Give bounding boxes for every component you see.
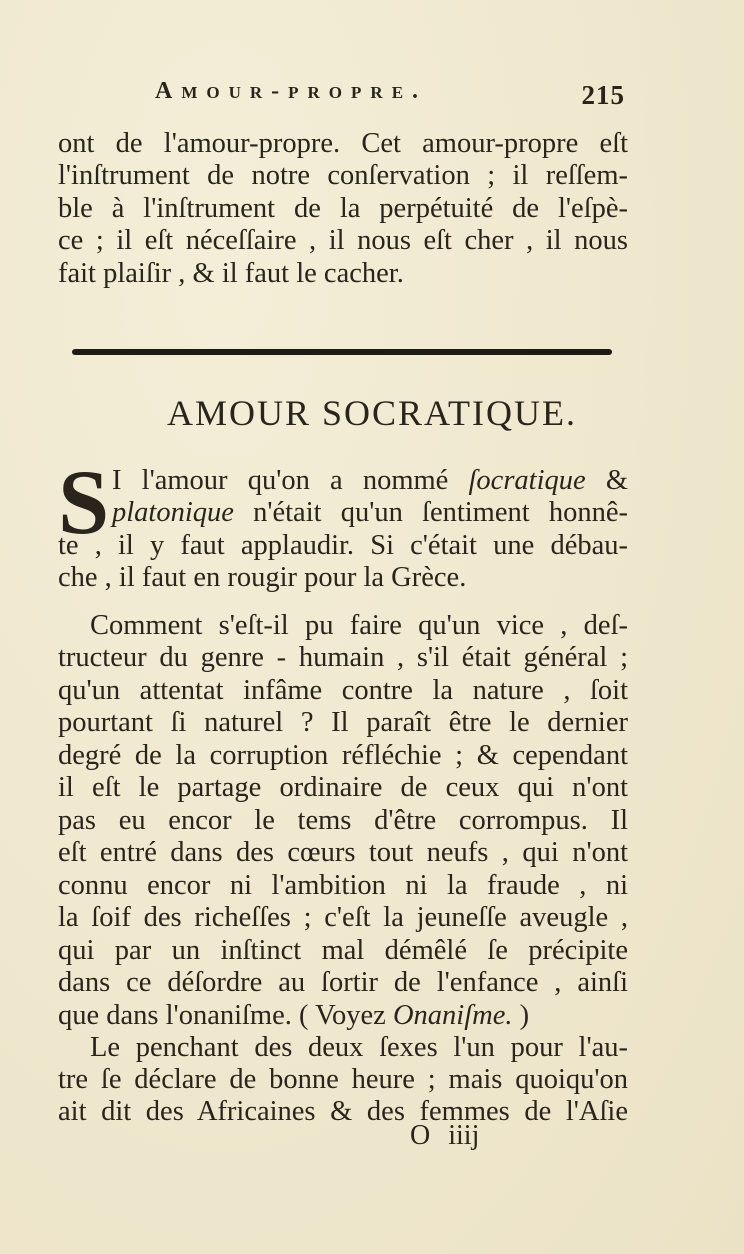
text-run: I l'amour qu'on a nommé <box>112 465 469 496</box>
text-line: eſt entré dans des cœurs tout neufs , qui n'ont <box>58 837 628 868</box>
page-number: 215 <box>581 80 625 110</box>
text-line: te , il y faut applaudir. Si c'était une débau- <box>58 530 628 561</box>
text-run: n'était qu'un ſentiment honnê- <box>233 497 628 528</box>
text-line: pourtant ſi naturel ? Il paraît être le dernier <box>58 707 628 738</box>
text-line: ont de l'amour-propre. Cet amour-propre eſt <box>58 128 628 159</box>
text-line: degré de la corruption réfléchie ; & cependant <box>58 740 628 771</box>
text-line <box>112 465 628 498</box>
signature-number: iiij <box>448 1120 480 1151</box>
text-line: ce ; il eſt néceſſaire , il nous eſt cher , il nous <box>58 225 628 256</box>
text-line: tre ſe déclare de bonne heure ; mais quoiqu'on <box>58 1064 628 1095</box>
text-line: pas eu encor le tems d'être corrompus. Il <box>58 805 628 836</box>
text-line: tructeur du genre - humain , s'il était général ; <box>58 642 628 673</box>
text-line: ble à l'inſtrument de la perpétuité de l'eſpè- <box>58 193 628 224</box>
text-line: dans ce déſordre au ſortir de l'enfance , ainſi <box>58 967 628 998</box>
text-run: ) <box>512 1000 530 1031</box>
running-title: Amour-propre. <box>155 78 428 104</box>
signature-mark <box>410 1120 497 1152</box>
text-line: connu encor ni l'ambition ni la fraude , ni <box>58 870 628 901</box>
text-run: que dans l'onaniſme. ( Voyez <box>58 1000 393 1031</box>
text-line: Comment s'eſt-il pu faire qu'un vice , deſ- <box>90 610 628 641</box>
text-line <box>112 497 628 530</box>
signature-letter: O <box>410 1120 431 1151</box>
text-line: il eſt le partage ordinaire de ceux qui n'ont <box>58 772 628 803</box>
text-line: l'inſtrument de notre conſervation ; il reſſem- <box>58 160 628 191</box>
text-line: qu'un attentat infâme contre la nature , ſoit <box>58 675 628 706</box>
article-heading: AMOUR SOCRATIQUE. <box>166 393 578 433</box>
running-head <box>155 78 625 118</box>
text-line <box>58 1000 628 1033</box>
text-line: ait dit des Africaines & des femmes de l'Aſie <box>58 1096 628 1127</box>
text-line: fait plaiſir , & il faut le cacher. <box>58 258 404 289</box>
italic-term: platonique <box>112 497 234 528</box>
text-line: la ſoif des richeſſes ; c'eſt la jeuneſſe aveugle , <box>58 902 628 933</box>
section-divider <box>72 349 612 355</box>
italic-term: ſocratique <box>468 465 586 496</box>
drop-cap: S <box>58 451 110 553</box>
text-run: & <box>585 465 628 496</box>
text-line: Le penchant des deux ſexes l'un pour l'au- <box>90 1032 628 1063</box>
text-line: che , il faut en rougir pour la Grèce. <box>58 562 467 593</box>
cross-reference: Onaniſme. <box>392 1000 513 1031</box>
text-line: qui par un inſtinct mal démêlé ſe précipite <box>58 935 628 966</box>
